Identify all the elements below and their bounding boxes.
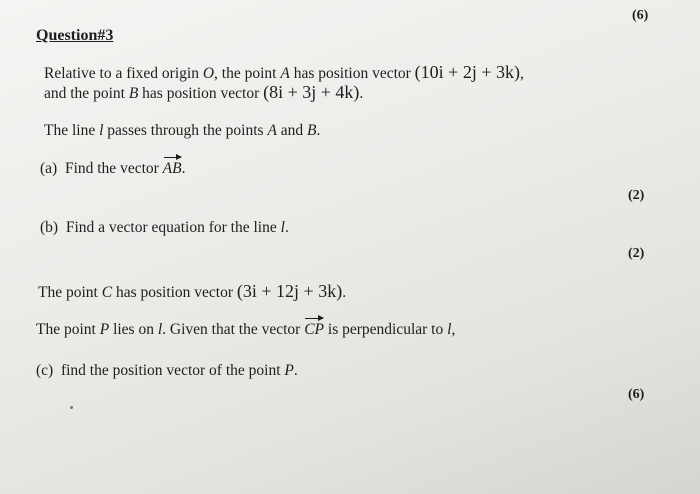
- part-label: (c): [36, 362, 54, 379]
- text: lies on: [109, 321, 158, 338]
- text: and the point: [44, 85, 129, 102]
- point-p-symbol: P: [284, 362, 294, 379]
- point-p-statement: [36, 321, 455, 339]
- part-c: [36, 362, 298, 380]
- text: .: [293, 362, 298, 379]
- part-a: [40, 160, 185, 178]
- point-a-symbol: A: [280, 65, 290, 82]
- point-b-symbol: B: [307, 122, 317, 139]
- intro-line-2: [44, 82, 363, 103]
- text: is perpendicular to: [324, 321, 448, 338]
- part-b-marks: (2): [628, 246, 645, 261]
- text: has position vector: [112, 284, 237, 301]
- line-symbol: l: [99, 122, 104, 139]
- text: The line: [44, 122, 100, 139]
- text: ,: [451, 321, 456, 338]
- point-p-symbol: P: [99, 321, 110, 338]
- vector-a: (10i + 2j + 3k): [414, 62, 520, 82]
- vector-ab: AB: [162, 160, 182, 177]
- text: .: [284, 219, 289, 236]
- text: , the point: [214, 65, 281, 82]
- point-b-symbol: B: [128, 85, 139, 102]
- text: has position vector: [289, 65, 415, 82]
- part-label: (a): [40, 160, 58, 177]
- text: passes through the points: [103, 122, 268, 139]
- part-c-marks: (6): [628, 387, 645, 402]
- text: .: [316, 122, 321, 139]
- vector-c: (3i + 12j + 3k): [236, 281, 343, 301]
- point-a-symbol: A: [267, 122, 277, 139]
- text: Find a vector equation for the line: [65, 219, 281, 236]
- text: find the position vector of the point: [60, 362, 285, 379]
- part-a-marks: (2): [628, 188, 645, 203]
- text: and: [276, 122, 308, 139]
- line-symbol: l: [157, 321, 163, 338]
- text: Relative to a fixed origin: [44, 65, 203, 82]
- vector-b: (8i + 3j + 4k): [263, 82, 360, 102]
- text: .: [181, 160, 186, 177]
- line-symbol: l: [280, 219, 285, 236]
- text: has position vector: [138, 85, 264, 102]
- text: Find the vector: [64, 160, 163, 177]
- part-b: [40, 219, 289, 237]
- text: The point: [38, 284, 102, 301]
- total-marks: (6): [632, 8, 649, 23]
- text: .: [359, 85, 364, 102]
- paper-speck: [70, 406, 73, 409]
- point-c-statement: [38, 281, 346, 302]
- part-label: (b): [40, 219, 59, 236]
- vector-cp: CP: [304, 321, 325, 338]
- line-symbol: l: [447, 321, 452, 338]
- point-c-symbol: C: [101, 284, 113, 301]
- intro-line-1: [44, 62, 524, 83]
- origin-symbol: O: [202, 65, 215, 82]
- text: . Given that the vector: [162, 321, 305, 338]
- text: The point: [36, 321, 100, 338]
- text: .: [342, 284, 347, 301]
- question-title: Question#3: [36, 27, 114, 44]
- line-l-statement: [44, 122, 320, 140]
- text: ,: [519, 65, 524, 82]
